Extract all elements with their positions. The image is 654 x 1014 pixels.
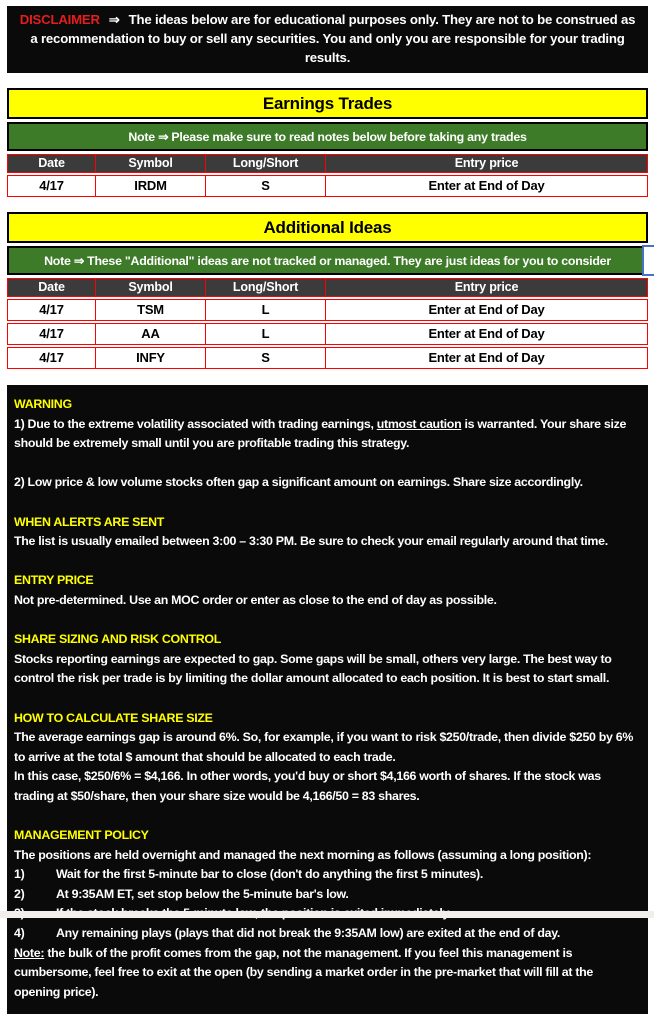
warning-p1-start: 1) Due to the extreme volatility associated with trading earnings, bbox=[14, 416, 377, 431]
list-item-number: 2) bbox=[14, 886, 25, 901]
calculate-paragraph-1: The average earnings gap is around 6%. So, for example, if you want to risk $250/trade, then divide $250 by 6% to arrive at the total $ amount that should be allocated to each trade. bbox=[14, 730, 634, 764]
bottom-page-edge bbox=[0, 911, 654, 918]
header-cell-date: Date bbox=[7, 278, 96, 297]
disclaimer-bar bbox=[7, 6, 648, 73]
warning-paragraph-2: 2) Low price & low volume stocks often gap a significant amount on earnings. Share size accordingly. bbox=[14, 475, 583, 490]
cell-date: 4/17 bbox=[7, 299, 96, 321]
alerts-heading: WHEN ALERTS ARE SENT bbox=[14, 514, 165, 529]
disclaimer-label: DISCLAIMER bbox=[19, 12, 100, 27]
earnings-trades-section bbox=[7, 88, 648, 197]
cell-date: 4/17 bbox=[7, 175, 96, 197]
cell-symbol: AA bbox=[96, 323, 206, 345]
warning-section bbox=[14, 395, 638, 493]
additional-table bbox=[7, 278, 648, 369]
calculate-share-size-section bbox=[14, 709, 638, 807]
right-arrow-icon: ⇒ bbox=[108, 12, 120, 27]
header-cell-entry-price: Entry price bbox=[326, 154, 648, 173]
management-note-label: Note: bbox=[14, 945, 45, 960]
entry-price-paragraph: Not pre-determined. Use an MOC order or enter as close to the end of day as possible. bbox=[14, 592, 497, 607]
additional-note-bar bbox=[7, 246, 648, 275]
table-row bbox=[7, 347, 648, 369]
management-intro: The positions are held overnight and managed the next morning as follows (assuming a long position): bbox=[14, 847, 592, 862]
additional-header-row bbox=[7, 278, 648, 297]
list-item bbox=[14, 924, 638, 944]
entry-price-heading: ENTRY PRICE bbox=[14, 573, 94, 588]
list-item-text: Wait for the first 5-minute bar to close (don't do anything the first 5 minutes). bbox=[56, 867, 484, 882]
cell-entry-price: Enter at End of Day bbox=[326, 347, 648, 369]
list-item-number: 1) bbox=[14, 867, 25, 882]
table-row bbox=[7, 175, 648, 197]
alerts-paragraph: The list is usually emailed between 3:00 – 3:30 PM. Be sure to check your email regularly around that time. bbox=[14, 534, 608, 549]
earnings-note-text: Note ⇒ Please make sure to read notes below before taking any trades bbox=[128, 130, 527, 144]
cell-entry-price: Enter at End of Day bbox=[326, 323, 648, 345]
cell-selection-outline bbox=[642, 245, 654, 276]
table-row bbox=[7, 299, 648, 321]
earnings-title: Earnings Trades bbox=[262, 93, 393, 113]
header-cell-entry-price: Entry price bbox=[326, 278, 648, 297]
warning-p1-end: is warranted. Your share size should be extremely small until you are profitable trading this strategy. bbox=[14, 416, 627, 451]
management-heading: MANAGEMENT POLICY bbox=[14, 828, 149, 843]
cell-symbol: IRDM bbox=[96, 175, 206, 197]
table-row bbox=[7, 323, 648, 345]
header-cell-longshort: Long/Short bbox=[206, 154, 326, 173]
list-item-text: At 9:35AM ET, set stop below the 5-minute bar's low. bbox=[56, 886, 349, 901]
management-note bbox=[14, 944, 638, 1003]
notes-panel bbox=[7, 385, 648, 1014]
list-item bbox=[14, 865, 638, 885]
management-note-text: the bulk of the profit comes from the gap, not the management. If you feel this management is cumbersome, feel free to exit at the open (by sending a market order in the pre-market that will fill at the opening price). bbox=[14, 945, 594, 999]
calculate-heading: HOW TO CALCULATE SHARE SIZE bbox=[14, 710, 213, 725]
calculate-paragraph-2: In this case, $250/6% = $4,166. In other words, you'd buy or short $4,166 worth of shares. If the stock was trading at $50/share, then your share size would be 4,166/50 = 83 shares. bbox=[14, 769, 601, 803]
header-cell-symbol: Symbol bbox=[96, 154, 206, 173]
cell-longshort: L bbox=[206, 299, 326, 321]
list-item-number: 4) bbox=[14, 926, 25, 941]
document-sheet bbox=[7, 0, 648, 1014]
earnings-title-banner bbox=[7, 88, 648, 119]
cell-longshort: L bbox=[206, 323, 326, 345]
earnings-note-bar bbox=[7, 122, 648, 151]
warning-paragraph-1 bbox=[14, 415, 638, 454]
list-item bbox=[14, 885, 638, 905]
warning-p1-underlined: utmost caution bbox=[376, 416, 462, 431]
cell-entry-price: Enter at End of Day bbox=[326, 299, 648, 321]
alerts-section bbox=[14, 513, 638, 552]
additional-ideas-section bbox=[7, 212, 648, 369]
list-item-text: Any remaining plays (plays that did not break the 9:35AM low) are exited at the end of day. bbox=[56, 926, 561, 941]
earnings-header-row bbox=[7, 154, 648, 173]
earnings-table bbox=[7, 154, 648, 197]
cell-longshort: S bbox=[206, 175, 326, 197]
share-sizing-heading: SHARE SIZING AND RISK CONTROL bbox=[14, 632, 221, 647]
warning-heading: WARNING bbox=[14, 397, 72, 411]
entry-price-section bbox=[14, 571, 638, 610]
additional-title: Additional Ideas bbox=[263, 217, 392, 237]
share-sizing-paragraph: Stocks reporting earnings are expected to gap. Some gaps will be small, others very large. The best way to control the risk per trade is by limiting the dollar amount allocated to each position. It is best to start small. bbox=[14, 651, 612, 686]
cell-longshort: S bbox=[206, 347, 326, 369]
cell-symbol: INFY bbox=[96, 347, 206, 369]
cell-entry-price: Enter at End of Day bbox=[326, 175, 648, 197]
share-sizing-section bbox=[14, 630, 638, 689]
cell-date: 4/17 bbox=[7, 323, 96, 345]
cell-date: 4/17 bbox=[7, 347, 96, 369]
cell-symbol: TSM bbox=[96, 299, 206, 321]
disclaimer-text: The ideas below are for educational purposes only. They are not to be construed as a recommendation to buy or sell any securities. You and only you are responsible for your trading results. bbox=[30, 12, 636, 65]
header-cell-longshort: Long/Short bbox=[206, 278, 326, 297]
header-cell-date: Date bbox=[7, 154, 96, 173]
additional-title-banner bbox=[7, 212, 648, 243]
header-cell-symbol: Symbol bbox=[96, 278, 206, 297]
additional-note-text: Note ⇒ These "Additional" ideas are not tracked or managed. They are just ideas for you to consider bbox=[44, 254, 611, 268]
